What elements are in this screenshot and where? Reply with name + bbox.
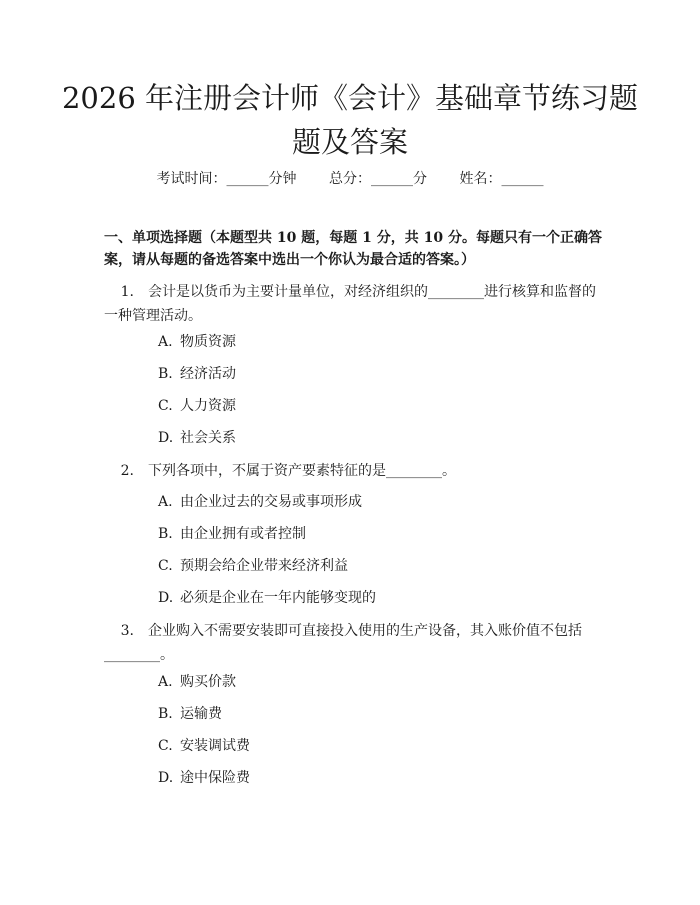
option-letter: B. xyxy=(158,366,173,382)
question-number: 1. xyxy=(120,284,134,300)
option-letter: B. xyxy=(158,526,173,542)
question-1 xyxy=(104,280,604,328)
option-letter: D. xyxy=(158,590,174,606)
option-letter: C. xyxy=(158,558,173,574)
student-name: 姓名：______ xyxy=(459,171,544,187)
option-text: 安装调试费 xyxy=(180,738,250,754)
option-text: 由企业过去的交易或事项形成 xyxy=(180,494,362,510)
option-text: 由企业拥有或者控制 xyxy=(180,526,306,542)
option-letter: A. xyxy=(158,494,173,510)
option-letter: A. xyxy=(158,334,173,350)
exam-time: 考试时间：______分钟 xyxy=(156,171,297,187)
question-number: 3. xyxy=(120,623,134,639)
option-letter: B. xyxy=(158,706,173,722)
option-text: 经济活动 xyxy=(180,366,236,382)
option-3d xyxy=(158,768,250,788)
option-text: 物质资源 xyxy=(180,334,236,350)
option-letter: D. xyxy=(158,770,174,786)
question-text: 下列各项中，不属于资产要素特征的是________。 xyxy=(148,463,456,479)
question-number: 2. xyxy=(120,463,134,479)
option-2d xyxy=(158,588,376,608)
option-3a xyxy=(158,672,236,692)
option-letter: C. xyxy=(158,398,173,414)
option-letter: C. xyxy=(158,738,173,754)
option-text: 运输费 xyxy=(180,706,222,722)
option-3b xyxy=(158,704,222,724)
question-text: 企业购入不需要安装即可直接投入使用的生产设备，其入账价值不包括________。 xyxy=(104,623,582,663)
option-text: 途中保险费 xyxy=(180,770,250,786)
section-heading: 一、单项选择题（本题型共 10 题，每题 1 分，共 10 分。每题只有一个正确答案，请从每题的备选答案中选出一个你认为最合适的答案。） xyxy=(104,230,602,268)
option-1d xyxy=(158,428,236,448)
option-3c xyxy=(158,736,250,756)
option-letter: A. xyxy=(158,674,173,690)
total-score: 总分：______分 xyxy=(329,171,427,187)
option-2a xyxy=(158,492,362,512)
question-2 xyxy=(104,459,604,483)
option-1a xyxy=(158,332,236,352)
exam-meta xyxy=(0,168,700,188)
title-line-2: 题及答案 xyxy=(291,125,408,159)
option-text: 预期会给企业带来经济利益 xyxy=(180,558,348,574)
option-1b xyxy=(158,364,236,384)
question-3 xyxy=(104,619,604,667)
option-text: 社会关系 xyxy=(180,430,236,446)
option-text: 购买价款 xyxy=(180,674,236,690)
option-text: 必须是企业在一年内能够变现的 xyxy=(180,590,376,606)
option-letter: D. xyxy=(158,430,174,446)
question-text: 会计是以货币为主要计量单位，对经济组织的________进行核算和监督的一种管理活动。 xyxy=(104,284,596,324)
option-text: 人力资源 xyxy=(180,398,236,414)
exam-title xyxy=(60,76,640,164)
option-1c xyxy=(158,396,236,416)
title-line-1: 2026 年注册会计师《会计》基础章节练习题 xyxy=(61,81,639,115)
option-2b xyxy=(158,524,306,544)
option-2c xyxy=(158,556,348,576)
